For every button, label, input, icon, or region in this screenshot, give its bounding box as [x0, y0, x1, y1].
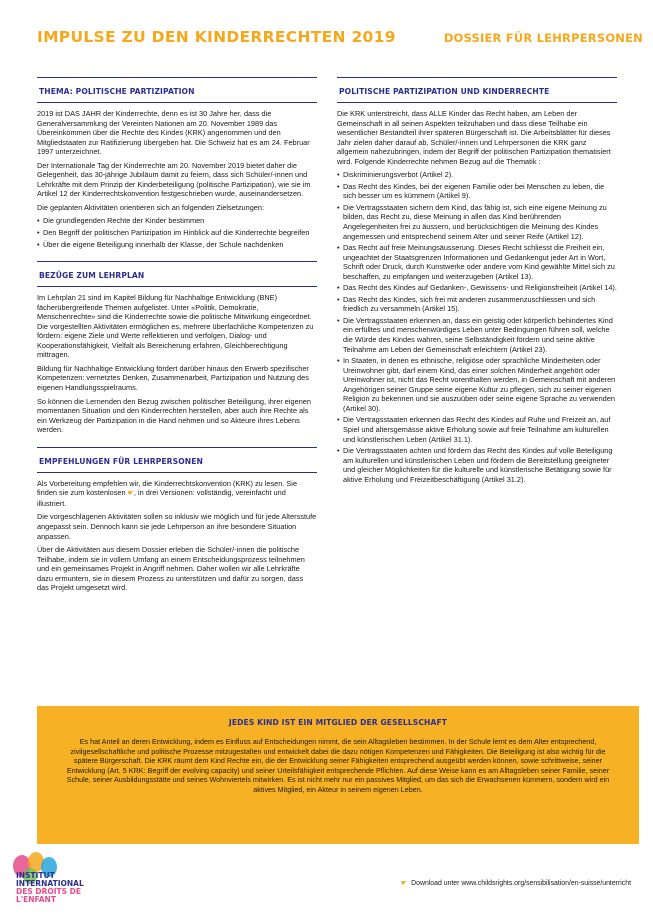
section-heading-label: POLITISCHE PARTIZIPATION UND KINDERRECHTE	[339, 87, 550, 96]
list-item: • Den Begriff der politischen Partizipation im Hinblick auf die Kinderrechte begreifen	[37, 228, 317, 238]
paragraph-part: Als Vorbereitung empfehlen wir, die Kinderrechtskonvention (KRK) zu lesen. Sie finden sie zum kostenlosen	[37, 478, 298, 498]
paragraph: So können die Lernenden den Bezug zwischen politischer Beteiligung, ihrer eigenen momentanen Situation und den Kinderrechten herstellen, aber auch ihre Rechte als ein Werkzeug der Partizipation in die Hand nehmen und so Akteure ihres Lebens werden.	[37, 396, 311, 435]
right-column	[337, 77, 617, 488]
paragraph	[37, 479, 317, 509]
list-item: • Die grundlegenden Rechte der Kinder bestimmen	[37, 216, 317, 226]
section-heading-thema	[37, 77, 317, 103]
section-heading-label: EMPFEHLUNGEN FÜR LEHRPERSONEN	[39, 456, 203, 466]
list-item: • Das Recht des Kindes, sich frei mit anderen zusammenzuschliessen und sich friedlich zu versammeln (Artikel 15).	[337, 295, 617, 314]
paragraph-part: , in drei Versionen: vollständig, vereinfacht und illustriert.	[37, 488, 286, 508]
paragraph: Die geplanten Aktivitäten orientieren sich an folgenden Zielsetzungen:	[37, 202, 264, 212]
left-column	[37, 77, 317, 597]
paragraph: Die KRK unterstreicht, dass ALLE Kinder das Recht haben, am Leben der Gemeinschaft in all seinen Aspekten teilzuhaben und dass diese Teilhabe ein wesentlicher Bestandteil ihrer späteren Bürgerschaft ist. Die Arbeitsblätter für dieses Jahr zielen daher darauf ab, Schüler/-innen und Lehrpersonen die KRK ganz allgemein nahezubringen, indem der Begriff der politischen Partizipation thematisiert wird. Folgende Kinderrechte nehmen Bezug auf die Thematik :	[337, 109, 611, 166]
page-subtitle: DOSSIER FÜR LEHRPERSONEN	[443, 31, 643, 45]
list-item: • Das Recht des Kindes, bei der eigenen Familie oder bei Menschen zu leben, die sich besser um es kümmern (Artikel 9).	[337, 182, 617, 201]
box-text: Es hat Anteil an deren Entwicklung, indem es Einfluss auf Entscheidungen nimmt, die sein Alltagsleben bestimmen. In der Schule lernt es dem Alter entsprechend, zivilgesellschaftliche und politische Prozesse mitzugestalten und entwickelt dabei die dazu nötigen Kompetenzen und Fähigkeiten. Die Beteiligung ist also wichtig für die spätere Bürgerschaft. Die KRK räumt dem Kind Rechte ein, die der Entwicklung seiner Fähigkeiten entsprechend ausgeübt werden können, sowie schrittweise, seiner Entwicklung (Art. 5 KRK: Begriff der evolving capacity) und seiner Urteilsfähigkeit entsprechende Pflichten. Auf diese Weise kann es am Alltagsleben seiner Familie, seiner Schule, seiner Ausbildungsstätte und seines Wohnviertels mitwirken. Es ist nicht mehr nur ein passives Mitglied, um das sich die Erwachsenen kümmern, sondern wird ein aktives Mitglied, ein Akteur in seinem eigenen Leben.	[66, 737, 610, 794]
section-heading-lehrplan	[37, 261, 317, 287]
highlight-box	[37, 706, 639, 844]
goals-list	[37, 216, 317, 249]
list-item: • Die Vertragsstaaten sichern dem Kind, das fähig ist, sich eine eigene Meinung zu bilden, das Recht zu, diese Meinung in allen das Kind berührenden Angelegenheiten frei zu äussern, und berücksichtigen die Meinung des Kindes angemessen und entsprechend seinem Alter und seiner Reife (Artikel 12).	[337, 203, 617, 241]
box-title: JEDES KIND IST EIN MITGLIED DER GESELLSCHAFT	[228, 718, 448, 727]
logo-line-1: INSTITUT INTERNATIONAL	[16, 871, 84, 888]
list-item: • Das Recht auf freie Meinungsäusserung. Dieses Recht schliesst die Freiheit ein, ungeachtet der Staatsgrenzen Informationen und Gedankengut jeder Art in Wort, Schrift oder Druck, durch Kunstwerke oder andere vom Kind gewählte Mittel sich zu beschaffen, zu empfangen und weiterzugeben (Artikel 13).	[337, 243, 617, 281]
section-heading-label: BEZÜGE ZUM LEHRPLAN	[39, 271, 145, 281]
pointing-hand-icon: ☛	[400, 880, 408, 887]
list-item: • Die Vertragsstaaten erkennen das Recht des Kindes auf Ruhe und Freizeit an, auf Spiel und altersgemässe aktive Erholung sowie auf freie Teilnahme am kulturellen und künstlerischen Leben (Artikel 31.1).	[337, 415, 617, 444]
pointing-hand-icon[interactable]: ☛	[127, 490, 134, 498]
section-heading-partizipation	[337, 77, 617, 103]
paragraph: 2019 ist DAS JAHR der Kinderrechte, denn es ist 30 Jahre her, dass die Generalversammlung der Vereinten Nationen am 20. November 1989 das Übereinkommen über die Rechte des Kindes (KRK) angenommen und den Mitgliedstaaten zur Ratifizierung übergeben hat. Die Schweiz hat es am 24. Februar 1997 unterzeichnet.	[37, 109, 310, 157]
page-header	[37, 26, 643, 66]
list-item: • Das Recht des Kindes auf Gedanken-, Gewissens- und Religionsfreiheit (Artikel 14).	[337, 283, 617, 293]
section-heading-empfehlungen	[37, 447, 317, 473]
paragraph: Die vorgeschlagenen Aktivitäten sollen so inklusiv wie möglich und für jede Altersstufe angepasst sein. Dennoch kann sie jede Lehrperson an ihre besondere Situation anpassen.	[37, 512, 317, 541]
paragraph: Im Lehrplan 21 sind im Kapitel Bildung für Nachhaltige Entwicklung (BNE) fächerübergreifende Themen aufgelistet. Unter «Politik, Demokratie, Menschenrechte» sind die Kinderrechte sowie die politische Mitwirkung eingeordnet. Die vorgestellten Aktivitäten ermöglichen es, mehrere überfachliche Kompetenzen zu fördern: eigene Ziele und Werte reflektieren und verfolgen, Dialog- und Kooperationsfähigkeit, Vielfalt als Bereicherung erfahren, Gleichberechtigung mittragen.	[37, 293, 314, 360]
list-item: • In Staaten, in denen es ethnische, religiöse oder sprachliche Minderheiten oder Ureinwohner gibt, darf einem Kind, das einer solchen Minderheit angehört oder Ureinwohner ist, nicht das Recht vorenthalten werden, in Gemeinschaft mit anderen Angehörigen seiner Gruppe seine eigene Kultur zu pflegen, sich zu seiner eigenen Religion zu bekennen und sie auszuüben oder seine eigene Sprache zu verwenden (Artikel 30).	[337, 356, 617, 413]
list-item: • Die Vertragsstaaten erkennen an, dass ein geistig oder körperlich behindertes Kind ein erfülltes und menschenwürdiges Leben unter Bedingungen führen soll, welche die Würde des Kindes wahren, seine Selbständigkeit fördern und seine aktive Teilnahme am Leben der Gemeinschaft erleichtern (Artikel 23).	[337, 316, 617, 354]
download-footer[interactable]	[401, 879, 631, 887]
paragraph: Der Internationale Tag der Kinderrechte am 20. November 2019 bietet daher die Gelegenheit, das 30-jährige Jubiläum damit zu feiern, dass sich Schüler/-innen und Lehrkräfte mit dem Prinzip der Kinderbeteiligung (politische Partizipation), wie sie im Artikel 12 der Kinderrechtskonvention festgeschrieben wurde, auseinandersetzen.	[37, 160, 311, 199]
logo-line-2: DES DROITS DE L'ENFANT	[16, 887, 82, 904]
rights-list	[337, 170, 617, 484]
institute-logo	[6, 852, 96, 918]
list-item: • Die Vertragsstaaten achten und fördern das Recht des Kindes auf volle Beteiligung am kulturellen und künstlerischen Leben und fördern die Bereitstellung geeigneter und gleicher Möglichkeiten für die kulturelle und künstlerische Betätigung sowie für aktive Erholung und Freizeitbeschäftigung (Artikel 31.2).	[337, 446, 617, 484]
section-heading-label: THEMA: POLITISCHE PARTIZIPATION	[39, 87, 195, 96]
list-item: • Diskriminierungsverbot (Artikel 2).	[337, 170, 617, 180]
page-title: IMPULSE ZU DEN KINDERRECHTEN 2019	[37, 28, 396, 46]
list-item: • Über die eigene Beteiligung innerhalb der Klasse, der Schule nachdenken	[37, 240, 317, 250]
paragraph: Bildung für Nachhaltige Entwicklung fördert darüber hinaus den Erwerb spezifischer Kompetenzen: vernetztes Denken, Zusammenarbeit, Partizipation und Nutzung des eigenen Handlungsspielraums.	[37, 363, 309, 393]
download-link[interactable]: Download unter www.childsrights.org/sensibilisation/en-suisse/unterricht	[411, 880, 631, 887]
paragraph: Über die Aktivitäten aus diesem Dossier erleben die Schüler/-innen die politische Teilhabe, indem sie in vollem Umfang an einem Entscheidungsprozess teilnehmen und ein gemeinsames Projekt in Angriff nehmen. Daher wollen wir alle Lehrkräfte dazu ermuntern, sie in diesem Prozess zu unterstützen und dafür zu sorgen, dass das Projekt umgesetzt wird.	[37, 545, 305, 593]
